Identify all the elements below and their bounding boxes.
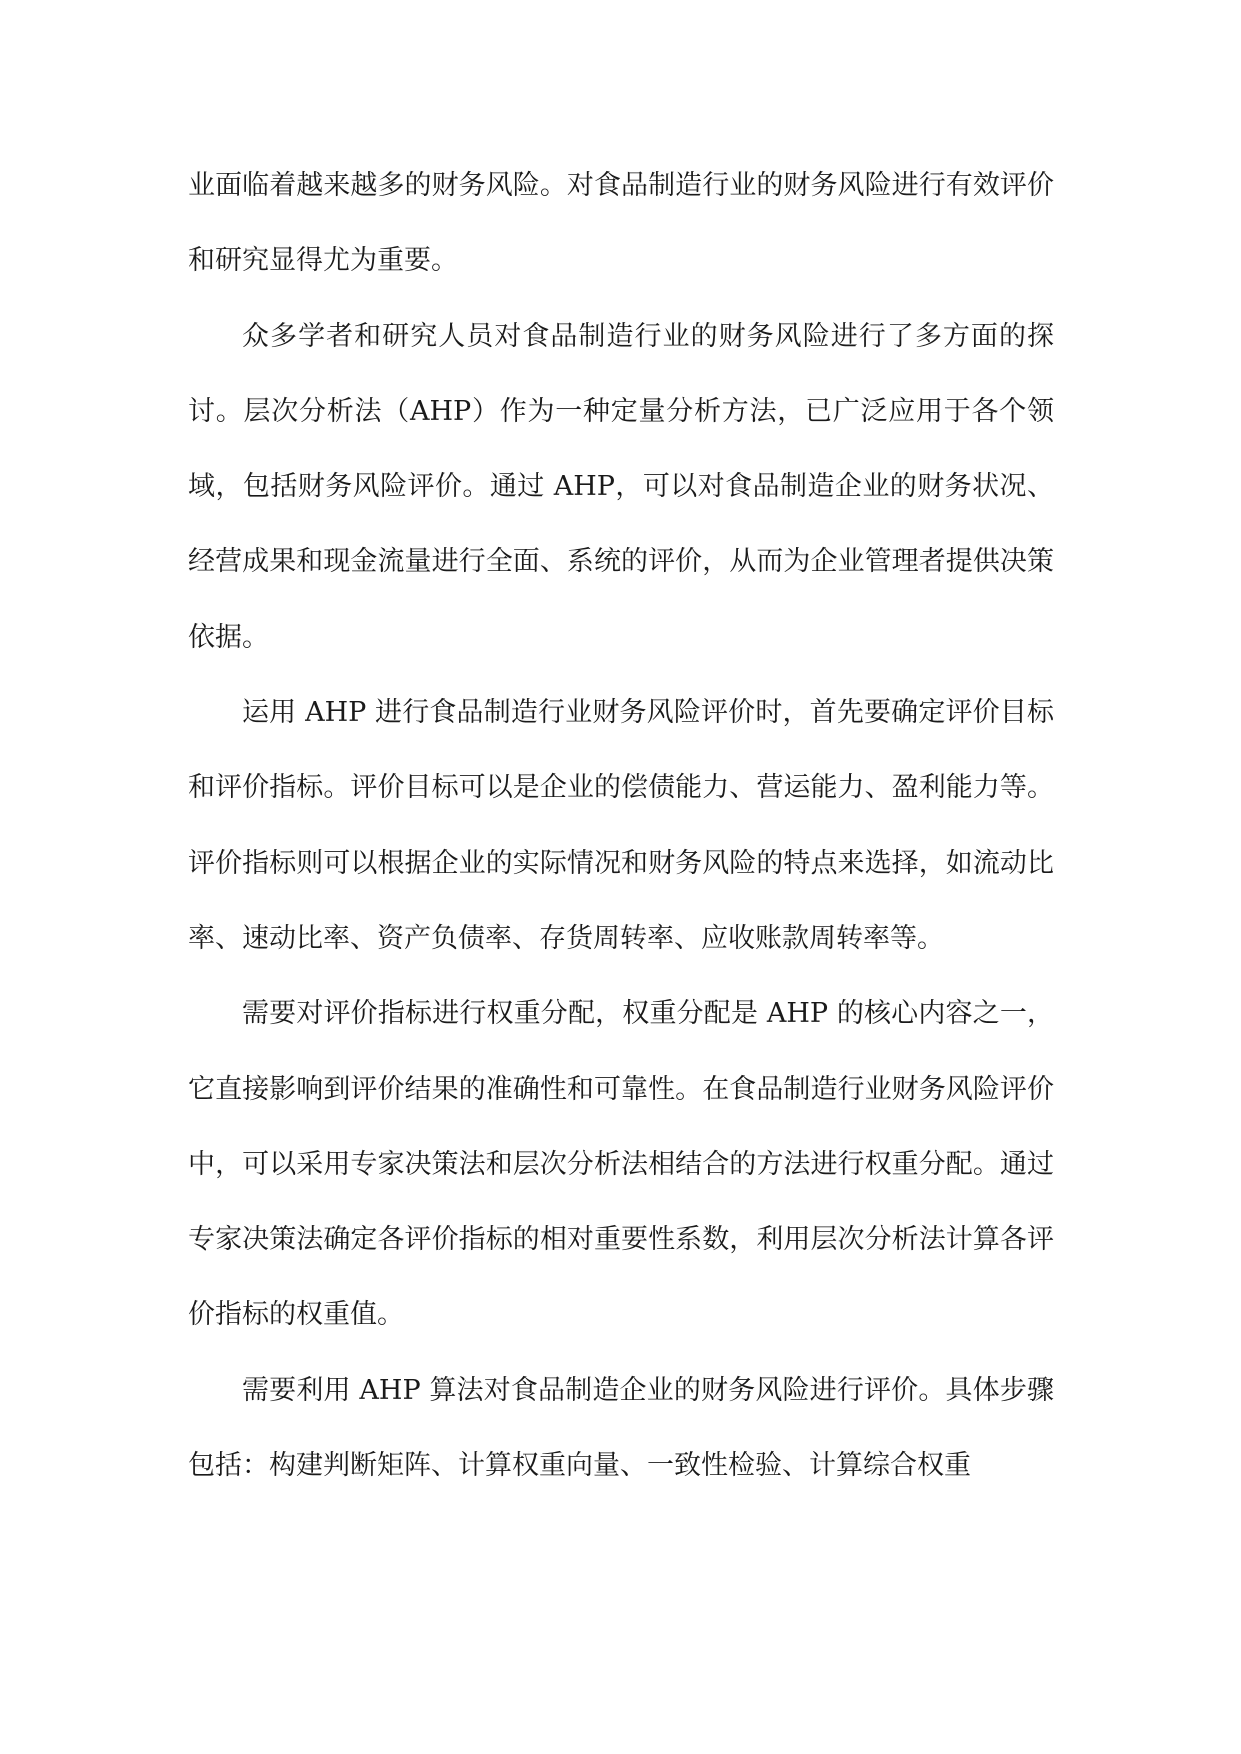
body-text	[188, 148, 1054, 1503]
paragraph-4: 需要对评价指标进行权重分配，权重分配是 AHP 的核心内容之一，它直接影响到评价结果的准确性和可靠性。在食品制造行业财务风险评价中，可以采用专家决策法和层次分析法相结合的方法进行权重分配。通过专家决策法确定各评价指标的相对重要性系数，利用层次分析法计算各评价指标的权重值。	[188, 998, 1054, 1331]
paragraph-1: 业面临着越来越多的财务风险。对食品制造行业的财务风险进行有效评价和研究显得尤为重要。	[188, 170, 1054, 277]
paragraph-2: 众多学者和研究人员对食品制造行业的财务风险进行了多方面的探讨。层次分析法（AHP）作为一种定量分析方法，已广泛应用于各个领域，包括财务风险评价。通过 AHP，可以对食品制造企业的财务状况、经营成果和现金流量进行全面、系统的评价，从而为企业管理者提供决策依据。	[188, 320, 1054, 653]
paragraph-3: 运用 AHP 进行食品制造行业财务风险评价时，首先要确定评价目标和评价指标。评价目标可以是企业的偿债能力、营运能力、盈利能力等。评价指标则可以根据企业的实际情况和财务风险的特点来选择，如流动比率、速动比率、资产负债率、存货周转率、应收账款周转率等。	[188, 697, 1054, 954]
paragraph-5: 需要利用 AHP 算法对食品制造企业的财务风险进行评价。具体步骤包括：构建判断矩阵、计算权重向量、一致性检验、计算综合权重	[188, 1374, 1054, 1482]
